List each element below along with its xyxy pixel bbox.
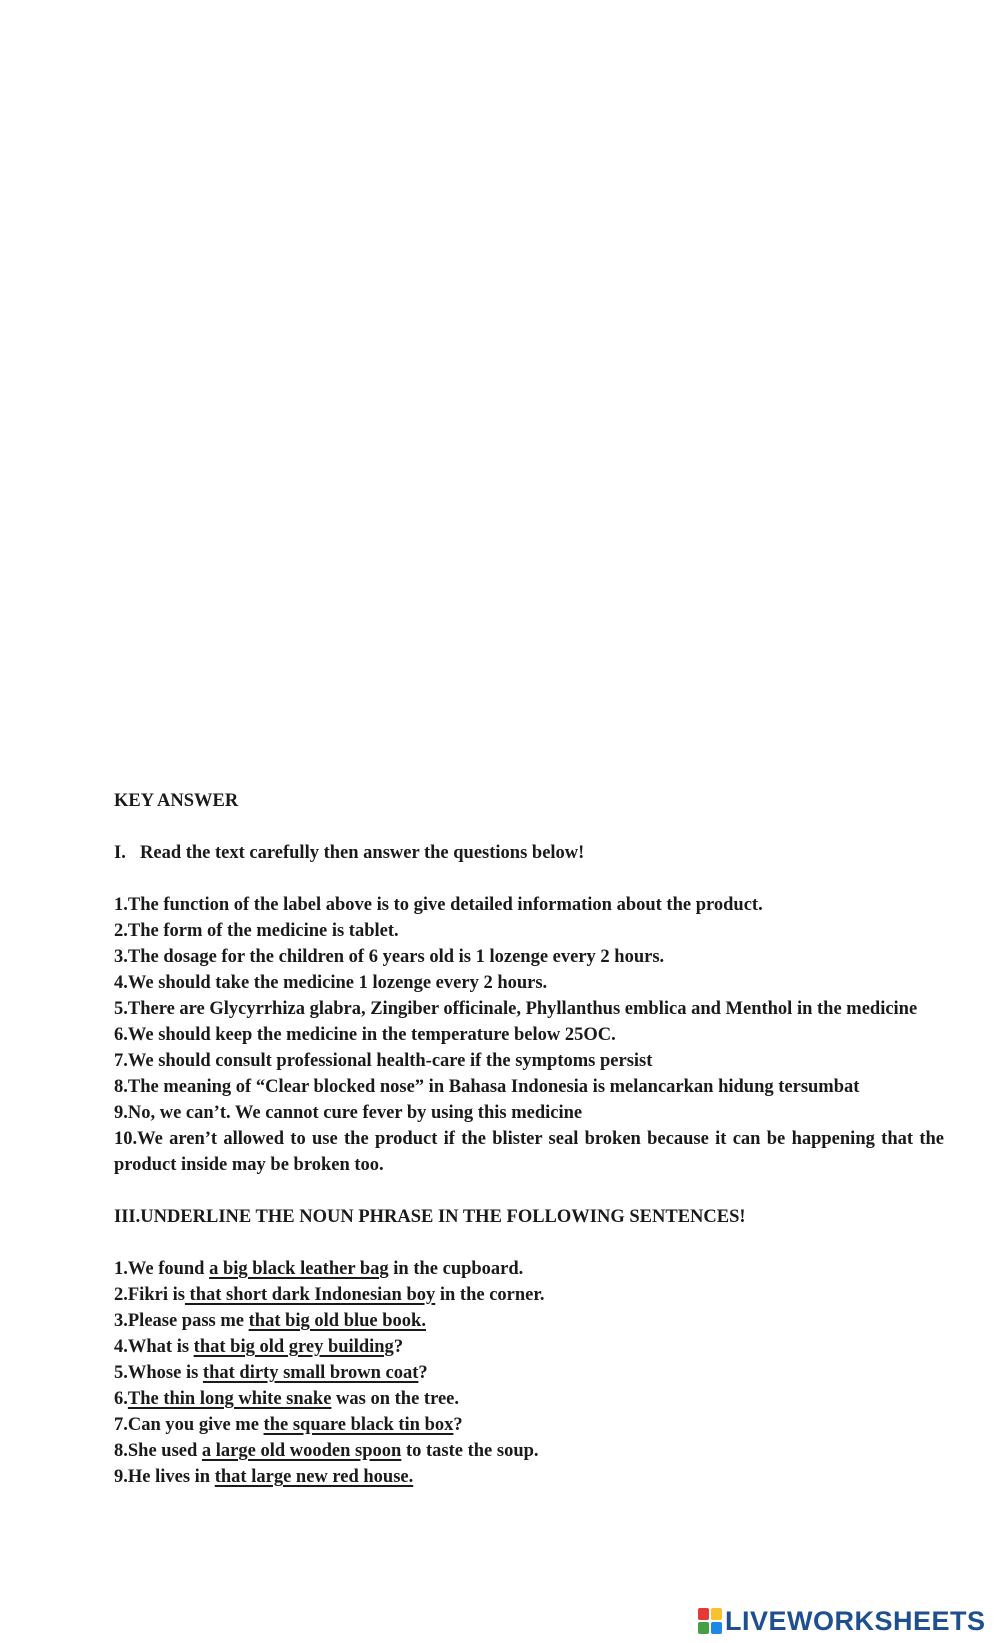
answer-item: 9.No, we can’t. We cannot cure fever by using this medicine: [114, 1103, 583, 1123]
noun-phrase: that dirty small brown coat: [202, 1363, 419, 1383]
sentence-text: ?: [418, 1363, 428, 1383]
answer-item: 8.The meaning of “Clear blocked nose” in Bahasa Indonesia is melancarkan hidung tersumbat: [114, 1077, 860, 1097]
sentence-item: [114, 1360, 944, 1386]
sentence-item: [114, 1438, 944, 1464]
section-3-sentences: [114, 1256, 944, 1490]
noun-phrase: that big old grey building: [193, 1337, 394, 1357]
noun-phrase: that big old blue book.: [248, 1311, 426, 1331]
sentence-text: 9.He lives in: [114, 1467, 215, 1487]
sentence-text: 6.: [114, 1389, 128, 1409]
answer-item: 10.We aren’t allowed to use the product if the blister seal broken because it can be happening that the product inside may be broken too.: [114, 1129, 944, 1175]
answer-item: 1.The function of the label above is to give detailed information about the product.: [114, 895, 763, 915]
sentence-text: 4.What is: [114, 1337, 194, 1357]
answer-item: 2.The form of the medicine is tablet.: [114, 921, 399, 941]
page-title: KEY ANSWER: [114, 791, 239, 811]
answer-item: 4.We should take the medicine 1 lozenge every 2 hours.: [114, 973, 548, 993]
noun-phrase: the square black tin box: [263, 1415, 454, 1435]
answer-item: 7.We should consult professional health-care if the symptoms persist: [114, 1051, 653, 1071]
sentence-text: ?: [453, 1415, 463, 1435]
sentence-text: 3.Please pass me: [114, 1311, 249, 1331]
section-1-answers: [114, 892, 944, 1178]
sentence-item: [114, 1464, 944, 1490]
sentence-item: [114, 1412, 944, 1438]
sentence-text: to taste the soup.: [401, 1441, 539, 1461]
noun-phrase: that short dark Indonesian boy: [184, 1285, 436, 1305]
sentence-text: 5.Whose is: [114, 1363, 203, 1383]
answer-item: 6.We should keep the medicine in the temperature below 25OC.: [114, 1025, 616, 1045]
noun-phrase: a big black leather bag: [209, 1259, 389, 1279]
section-1-title: [114, 840, 944, 866]
answer-item: 3.The dosage for the children of 6 years old is 1 lozenge every 2 hours.: [114, 947, 665, 967]
sentence-text: 2.Fikri is: [114, 1285, 185, 1305]
noun-phrase: a large old wooden spoon: [201, 1441, 402, 1461]
sentence-item: [114, 1334, 944, 1360]
sentence-text: 1.We found: [114, 1259, 210, 1279]
sentence-item: [114, 1282, 944, 1308]
answer-item: 5.There are Glycyrrhiza glabra, Zingiber officinale, Phyllanthus emblica and Menthol in the medicine: [114, 999, 918, 1019]
sentence-text: in the cupboard.: [388, 1259, 524, 1279]
sentence-item: [114, 1386, 944, 1412]
sentence-item: [114, 1256, 944, 1282]
sentence-item: [114, 1308, 944, 1334]
noun-phrase: The thin long white snake: [127, 1389, 332, 1409]
sentence-text: 8.She used: [114, 1441, 202, 1461]
answer-key-document: [114, 788, 944, 1490]
sentence-text: 7.Can you give me: [114, 1415, 264, 1435]
sentence-text: ?: [393, 1337, 404, 1357]
logo-text: LIVEWORKSHEETS: [725, 1605, 986, 1636]
section-1-number: I.: [114, 843, 126, 863]
section-1-instruction: Read the text carefully then answer the questions below!: [140, 843, 585, 863]
noun-phrase: that large new red house.: [214, 1467, 414, 1487]
liveworksheets-logo-icon: [698, 1608, 722, 1634]
section-3-title: III.UNDERLINE THE NOUN PHRASE IN THE FOLLOWING SENTENCES!: [114, 1207, 746, 1227]
sentence-text: in the corner.: [435, 1285, 545, 1305]
liveworksheets-logo[interactable]: [698, 1606, 986, 1636]
sentence-text: was on the tree.: [331, 1389, 460, 1409]
